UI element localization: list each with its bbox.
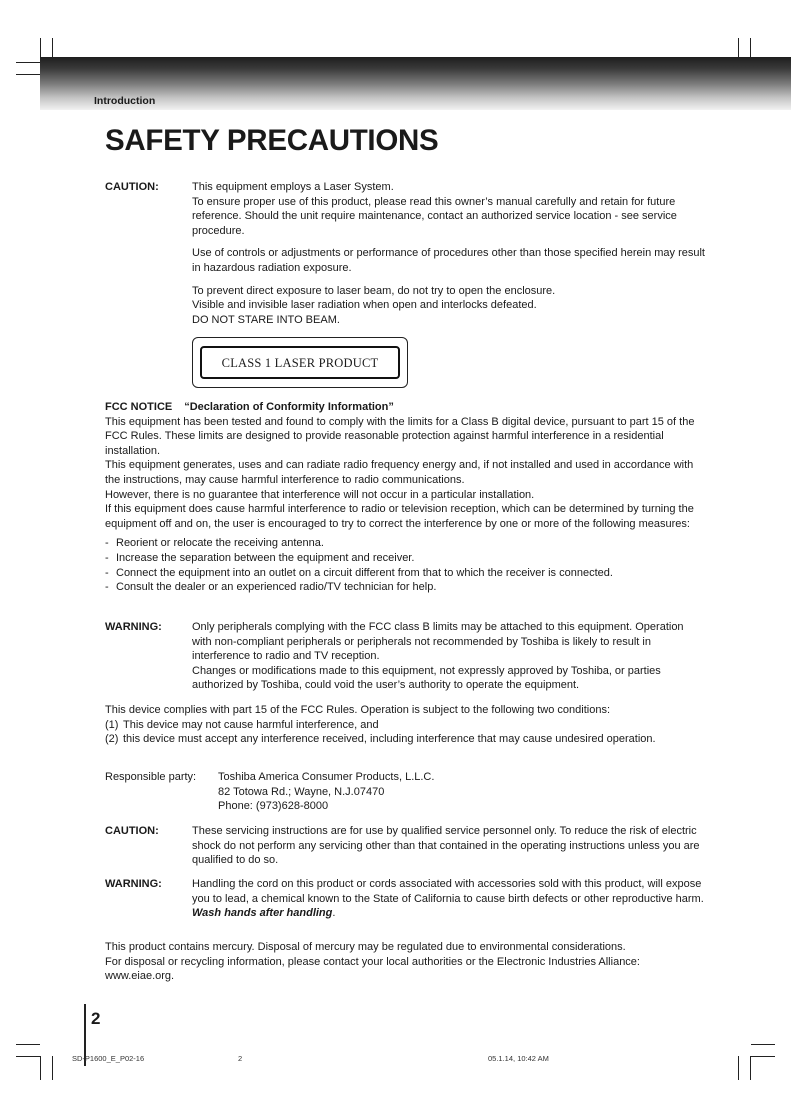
caution-text: These servicing instructions are for use by qualified service personnel only. To reduce the risk of electric shock do not perform any servicing other than that contained in the operating instructions unless you are qualified to do so.	[192, 825, 700, 867]
fcc-text: If this equipment does cause harmful interference to radio or television reception, which can be determined by turning the equipment off and on, the user is encouraged to try to correct the interference by one or more of the following measures:	[105, 503, 694, 530]
crop-mark	[16, 1044, 40, 1045]
service-caution	[105, 824, 705, 868]
responsible-line: 82 Totowa Rd.; Wayne, N.J.07470	[218, 785, 385, 798]
laser-label: CLASS 1 LASER PRODUCT	[200, 346, 400, 379]
footer-page: 2	[238, 1054, 243, 1063]
fcc-subtitle: “Declaration of Conformity Information”	[184, 401, 394, 413]
warning-text: Handling the cord on this product or cords associated with accessories sold with this product, will expose you to lead, a chemical known to the State of California to cause birth defects or other reproductive harm. Wash hands after handling.	[192, 878, 704, 920]
footer-file: SD-P1600_E_P02-16	[72, 1054, 145, 1063]
warning-text: Changes or modifications made to this equipment, not expressly approved by Toshiba, or parties authorized by Toshiba, could void the user’s authority to operate the equipment.	[192, 664, 661, 692]
page-number: 2	[91, 1009, 101, 1028]
warning-section	[105, 620, 705, 693]
caution-text: To prevent direct exposure to laser beam, do not try to open the enclosure.	[192, 284, 556, 297]
caution-label: CAUTION:	[105, 181, 159, 193]
caution-text: Visible and invisible laser radiation when open and interlocks defeated.	[192, 299, 537, 312]
crop-mark	[751, 1056, 775, 1057]
caution-text: This equipment employs a Laser System.	[192, 181, 394, 193]
compliance-intro: This device complies with part 15 of the FCC Rules. Operation is subject to the following two conditions:	[105, 704, 611, 716]
page-title: SAFETY PRECAUTIONS	[105, 124, 439, 157]
warning-label: WARNING:	[105, 878, 162, 890]
fcc-text: However, there is no guarantee that interference will not occur in a particular installation.	[105, 488, 535, 501]
crop-mark	[40, 1056, 41, 1080]
mercury-text: This product contains mercury. Disposal of mercury may be regulated due to environmental considerations.	[105, 941, 626, 953]
list-item: - Connect the equipment into an outlet on a circuit different from that to which the receiver is connected.	[105, 566, 613, 579]
warning-label: WARNING:	[105, 621, 162, 633]
crop-mark	[52, 1056, 53, 1080]
crop-mark	[751, 1044, 775, 1045]
section-label: Introduction	[94, 95, 156, 107]
wash-hands-emphasis: Wash hands after handling	[192, 907, 333, 920]
caution-text: DO NOT STARE INTO BEAM.	[192, 313, 340, 326]
caution-label: CAUTION:	[105, 825, 159, 837]
list-item: - Consult the dealer or an experienced radio/TV technician for help.	[105, 581, 437, 594]
footer-timestamp: 05.1.14, 10:42 AM	[488, 1054, 549, 1063]
fcc-section	[105, 400, 705, 595]
list-item: - Reorient or relocate the receiving antenna.	[105, 537, 324, 550]
fcc-title: FCC NOTICE	[105, 401, 173, 413]
responsible-line: Phone: (973)628-8000	[218, 800, 329, 813]
fcc-heading	[105, 400, 705, 415]
mercury-text: For disposal or recycling information, please contact your local authorities or the Electronic Industries Alliance: www.eiae.org.	[105, 955, 640, 983]
responsible-party	[105, 770, 705, 814]
fcc-text: This equipment generates, uses and can radiate radio frequency energy and, if not installed and used in accordance with the instructions, may cause harmful interference to radio communications.	[105, 459, 694, 486]
crop-mark	[16, 1056, 40, 1057]
list-item: - Increase the separation between the equipment and receiver.	[105, 551, 415, 564]
crop-mark	[738, 1056, 739, 1080]
crop-mark	[750, 1056, 751, 1080]
responsible-label: Responsible party:	[105, 771, 197, 783]
crop-mark	[16, 62, 40, 63]
compliance-section	[105, 703, 705, 747]
caution-text: Use of controls or adjustments or performance of procedures other than those specified herein may result in hazardous radiation exposure.	[192, 247, 705, 274]
laser-label-box	[192, 337, 408, 388]
list-item: (2) this device must accept any interference received, including interference that may cause undesired operation.	[105, 733, 656, 746]
fcc-measures-list	[105, 536, 705, 594]
responsible-line: Toshiba America Consumer Products, L.L.C.	[218, 771, 435, 783]
lead-warning	[105, 877, 705, 921]
caution-section	[105, 180, 705, 388]
caution-text: To ensure proper use of this product, please read this owner’s manual carefully and retain for future reference. Should the unit require maintenance, contact an authorized service location - see service procedure.	[192, 195, 677, 237]
conditions-list	[105, 718, 705, 747]
mercury-notice	[105, 940, 705, 984]
fcc-text: This equipment has been tested and found to comply with the limits for a Class B digital device, pursuant to part 15 of the FCC Rules. These limits are designed to provide reasonable protection against harmful interference in a residential installation.	[105, 415, 695, 457]
list-item: (1) This device may not cause harmful interference, and	[105, 718, 379, 731]
crop-mark	[16, 74, 40, 75]
warning-text: Only peripherals complying with the FCC class B limits may be attached to this equipment. Operation with non-compliant peripherals or peripherals not recommended by Toshiba is likely to result in interference to radio and TV reception.	[192, 621, 684, 663]
